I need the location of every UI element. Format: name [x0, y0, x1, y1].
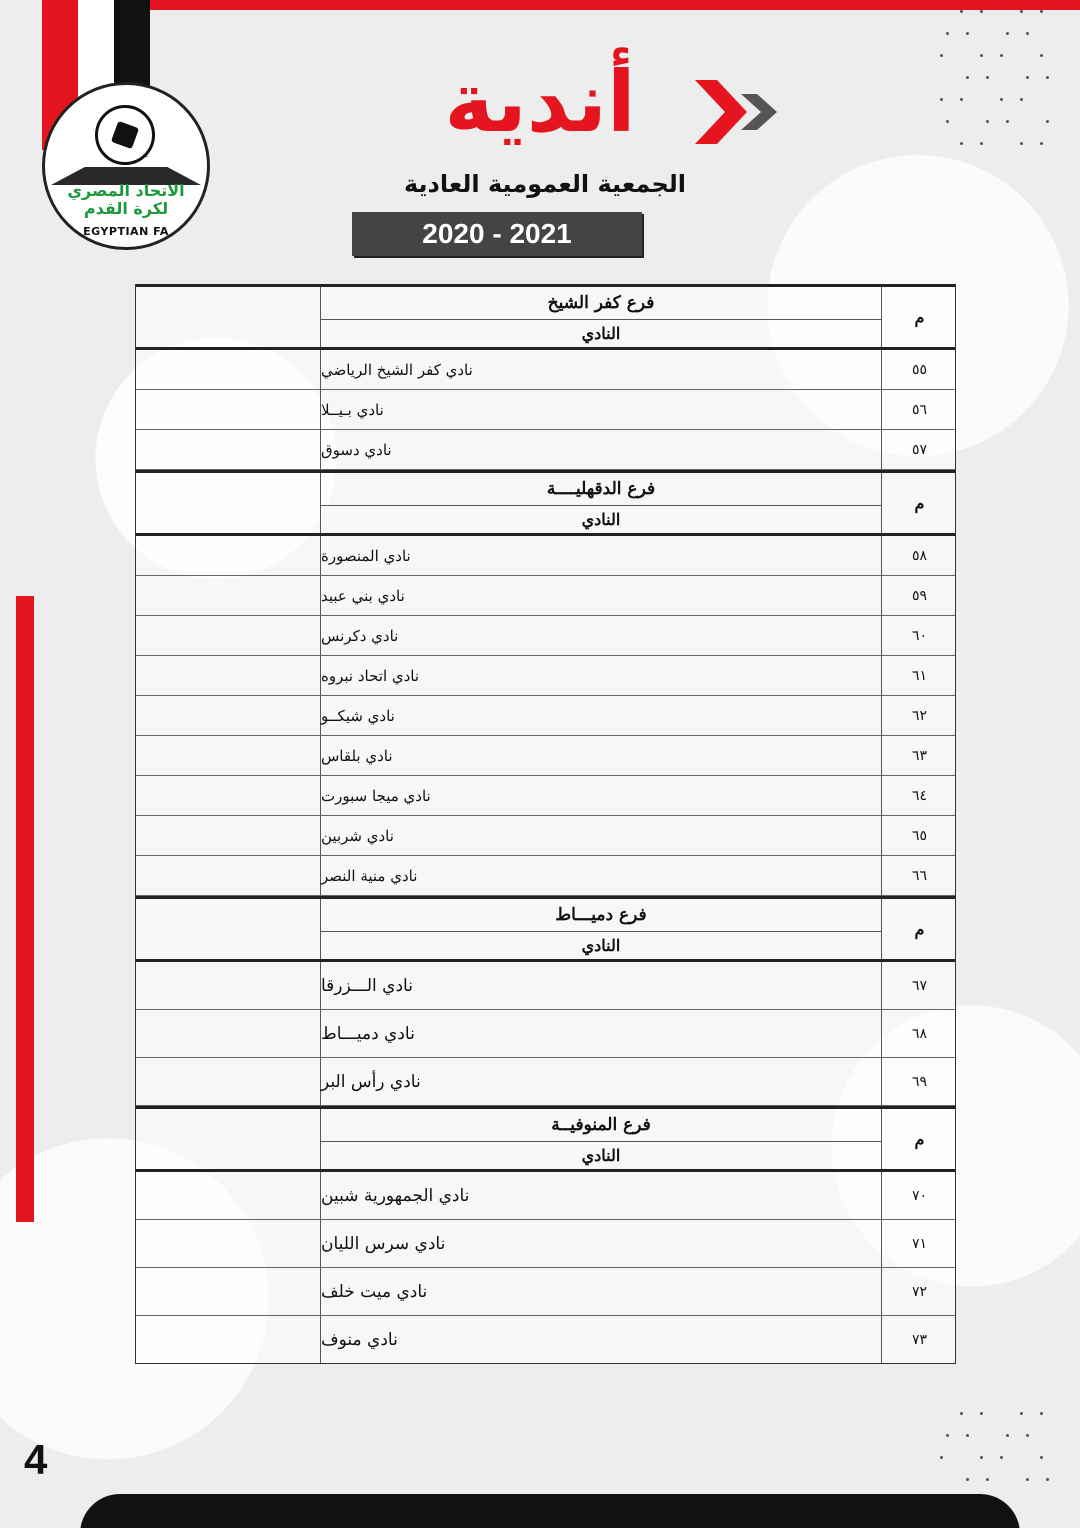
blank-cell	[136, 350, 321, 389]
club-name: نادي ميت خلف	[321, 1268, 882, 1315]
blank-cell	[136, 390, 321, 429]
blank-cell	[136, 816, 321, 855]
blank-cell	[136, 1058, 321, 1105]
dot	[980, 1412, 983, 1415]
dot	[980, 1456, 983, 1459]
double-chevron-icon	[695, 72, 805, 152]
blank-cell	[136, 473, 321, 533]
club-name: نادي اتحاد نبروه	[321, 656, 882, 695]
blank-cell	[136, 736, 321, 775]
branch-name: فرع كفر الشيخ	[321, 287, 881, 320]
club-name: نادي المنصورة	[321, 536, 882, 575]
club-name: نادي بـيــلا	[321, 390, 882, 429]
club-name: نادي ميجا سبورت	[321, 776, 882, 815]
dot	[960, 1412, 963, 1415]
club-number: ٦٣	[911, 747, 928, 764]
section-header	[136, 896, 955, 962]
dot	[960, 98, 963, 101]
bottom-black-bar	[80, 1494, 1020, 1528]
club-number: ٦٩	[911, 1073, 928, 1090]
dot	[1040, 1412, 1043, 1415]
dot	[1026, 76, 1029, 79]
club-number: ٦١	[911, 667, 928, 684]
club-name: نادي شيكــو	[321, 696, 882, 735]
blank-cell	[136, 576, 321, 615]
dot	[966, 1478, 969, 1481]
club-name: نادي رأس البر	[321, 1058, 882, 1105]
branch-name: فرع المنوفيــة	[321, 1109, 881, 1142]
table-row	[136, 1220, 955, 1268]
dot	[1040, 142, 1043, 145]
table-row	[136, 736, 955, 776]
dot	[1040, 10, 1043, 13]
dot	[966, 32, 969, 35]
club-name: نادي شربين	[321, 816, 882, 855]
club-number: ٥٧	[911, 441, 928, 458]
blank-cell	[136, 1010, 321, 1057]
number-column-label: م	[914, 307, 925, 327]
table-row	[136, 430, 955, 470]
table-row	[136, 1268, 955, 1316]
dot	[1026, 1434, 1029, 1437]
dot	[1026, 1478, 1029, 1481]
club-number: ٧٣	[911, 1331, 928, 1348]
branch-name: فرع دميـــاط	[321, 899, 881, 932]
dot	[1006, 120, 1009, 123]
season-banner: 2020 - 2021	[352, 212, 642, 256]
section-header	[136, 284, 955, 350]
table-row	[136, 1316, 955, 1364]
dot	[946, 1434, 949, 1437]
page-title: أندية	[444, 53, 636, 151]
dot	[940, 54, 943, 57]
club-number: ٦٢	[911, 707, 928, 724]
logo-text-line2: لكرة القدم	[83, 199, 169, 218]
dot	[980, 54, 983, 57]
dot	[1000, 54, 1003, 57]
top-red-stripe	[150, 0, 1080, 10]
number-column-label: م	[914, 919, 925, 939]
blank-cell	[136, 536, 321, 575]
section-title-cell	[321, 1109, 882, 1169]
club-number: ٧١	[911, 1235, 928, 1252]
dot	[980, 142, 983, 145]
blank-cell	[136, 287, 321, 347]
left-red-stripe	[16, 596, 34, 1222]
club-column-label: النادي	[581, 936, 621, 955]
dot	[966, 1434, 969, 1437]
dot	[946, 120, 949, 123]
blank-cell	[136, 1268, 321, 1315]
dot	[1020, 10, 1023, 13]
dot	[1046, 120, 1049, 123]
section-title-cell	[321, 473, 882, 533]
blank-cell	[136, 616, 321, 655]
dot	[1020, 142, 1023, 145]
dot	[960, 10, 963, 13]
dot	[1046, 1478, 1049, 1481]
dot	[966, 76, 969, 79]
club-name: نادي دميـــاط	[321, 1010, 882, 1057]
blank-cell	[136, 1220, 321, 1267]
club-name: نادي منوف	[321, 1316, 882, 1363]
table-row	[136, 696, 955, 736]
table-row	[136, 536, 955, 576]
egyptian-fa-logo	[42, 82, 210, 250]
dot	[946, 32, 949, 35]
dot	[986, 1478, 989, 1481]
table-row	[136, 816, 955, 856]
club-number: ٦٦	[911, 867, 928, 884]
section-header	[136, 470, 955, 536]
club-name: نادي دكرنس	[321, 616, 882, 655]
blank-cell	[136, 1172, 321, 1219]
table-row	[136, 390, 955, 430]
branch-name: فرع الدقهليــــة	[321, 473, 881, 506]
table-row	[136, 776, 955, 816]
table-row	[136, 1010, 955, 1058]
blank-cell	[136, 776, 321, 815]
dot	[980, 10, 983, 13]
section-header	[136, 1106, 955, 1172]
blank-cell	[136, 962, 321, 1009]
blank-cell	[136, 656, 321, 695]
club-number: ٦٧	[911, 977, 928, 994]
dot-pattern-bottom	[940, 1412, 1060, 1492]
blank-cell	[136, 1109, 321, 1169]
club-name: نادي بني عبيد	[321, 576, 882, 615]
page-subtitle: الجمعية العمومية العادية	[403, 170, 687, 198]
football-icon	[95, 105, 155, 165]
blank-cell	[136, 899, 321, 959]
table-row	[136, 350, 955, 390]
club-name: نادي الـــزرقا	[321, 962, 882, 1009]
dot	[940, 98, 943, 101]
club-name: نادي بلقاس	[321, 736, 882, 775]
clubs-table	[135, 284, 956, 1364]
club-column-label: النادي	[581, 510, 621, 529]
logo-text-english: EGYPTIAN FA	[83, 225, 169, 238]
dot	[1000, 98, 1003, 101]
table-row	[136, 616, 955, 656]
table-row	[136, 576, 955, 616]
blank-cell	[136, 1316, 321, 1363]
club-number: ٦٥	[911, 827, 928, 844]
club-number: ٥٦	[911, 401, 928, 418]
section-title-cell	[321, 287, 882, 347]
dot	[1040, 54, 1043, 57]
dot	[986, 76, 989, 79]
dot	[960, 142, 963, 145]
dot	[1046, 76, 1049, 79]
blank-cell	[136, 856, 321, 895]
table-row	[136, 1058, 955, 1106]
club-number: ٧٢	[911, 1283, 928, 1300]
table-row	[136, 856, 955, 896]
dot	[940, 1456, 943, 1459]
number-column-label: م	[914, 1129, 925, 1149]
section-title-cell	[321, 899, 882, 959]
dot	[1006, 1434, 1009, 1437]
table-row	[136, 1172, 955, 1220]
club-number: ٥٩	[911, 587, 928, 604]
table-row	[136, 962, 955, 1010]
number-column-label: م	[914, 493, 925, 513]
club-number: ٦٤	[911, 787, 928, 804]
blank-cell	[136, 430, 321, 469]
page-number: 4	[24, 1436, 48, 1483]
club-number: ٥٥	[911, 361, 928, 378]
dot	[1026, 32, 1029, 35]
dot	[986, 120, 989, 123]
dot	[1020, 1412, 1023, 1415]
club-name: نادي كفر الشيخ الرياضي	[321, 350, 882, 389]
club-name: نادي الجمهورية شبين	[321, 1172, 882, 1219]
table-row	[136, 656, 955, 696]
club-column-label: النادي	[581, 1146, 621, 1165]
dot	[1040, 1456, 1043, 1459]
club-number: ٦٠	[911, 627, 928, 644]
logo-text-line1: الاتحاد المصري	[67, 181, 185, 200]
dot	[1000, 1456, 1003, 1459]
club-name: نادي منية النصر	[321, 856, 882, 895]
dot	[1020, 98, 1023, 101]
club-name: نادي دسوق	[321, 430, 882, 469]
club-number: ٥٨	[911, 547, 928, 564]
club-number: ٧٠	[911, 1187, 928, 1204]
club-column-label: النادي	[581, 324, 621, 343]
blank-cell	[136, 696, 321, 735]
club-number: ٦٨	[911, 1025, 928, 1042]
dot	[1006, 32, 1009, 35]
dot-pattern-top	[940, 10, 1060, 170]
club-name: نادي سرس الليان	[321, 1220, 882, 1267]
